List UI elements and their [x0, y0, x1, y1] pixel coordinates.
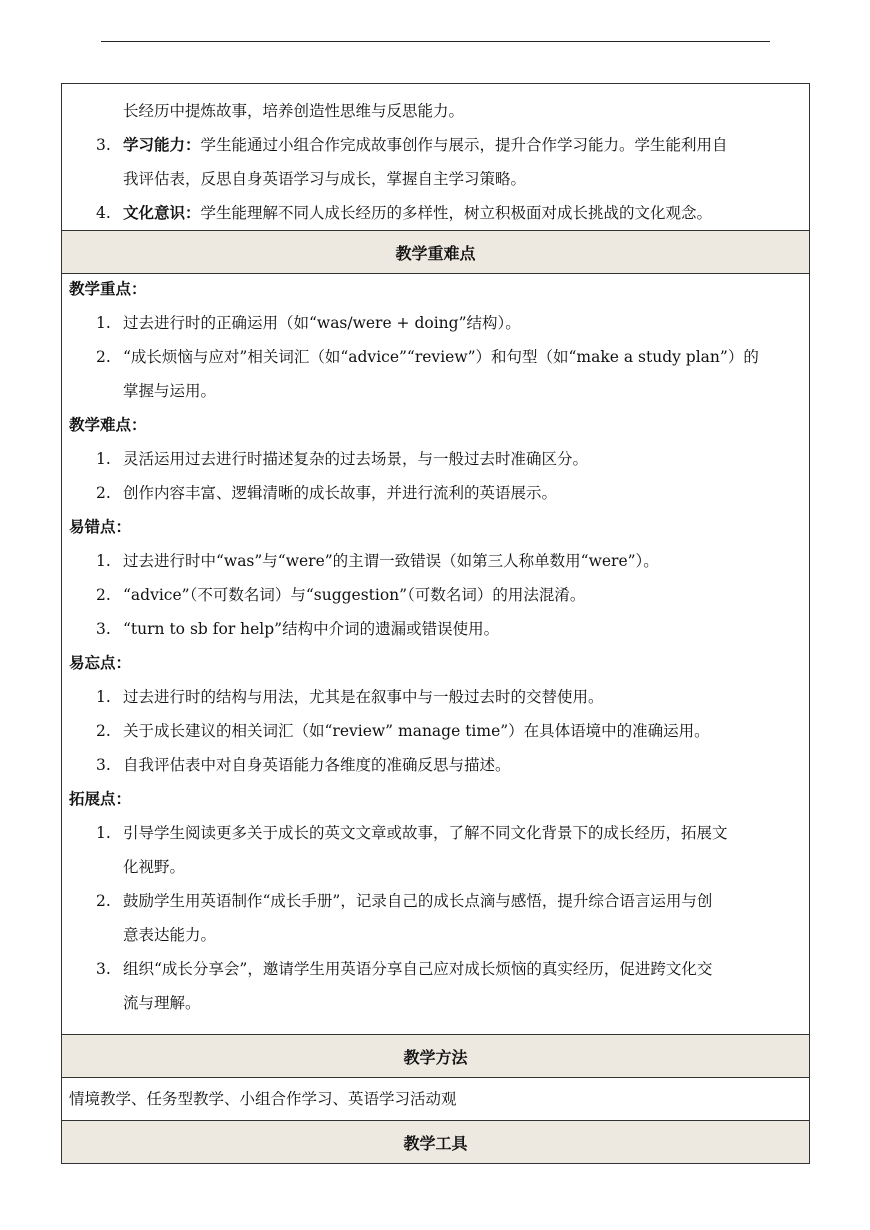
- item-number: 3.: [96, 960, 111, 978]
- section-title: 易忘点：: [69, 653, 132, 672]
- item-number: 2.: [96, 586, 111, 604]
- item-number: 1.: [96, 552, 111, 570]
- objective-item: 学习能力：学生能通过小组合作完成故事创作与展示，提升合作学习能力。学生能利用自: [123, 135, 728, 154]
- item-number: 1.: [96, 688, 111, 706]
- list-item-line2: 化视野。: [123, 858, 186, 876]
- difficulties-header: 教学重难点: [62, 231, 809, 274]
- methods-cell: [62, 1078, 809, 1121]
- objective-number: 3.: [96, 136, 111, 154]
- item-number: 1.: [96, 450, 111, 468]
- item-number: 2.: [96, 892, 111, 910]
- item-number: 2.: [96, 722, 111, 740]
- list-item: 创作内容丰富、逻辑清晰的成长故事，并进行流利的英语展示。: [123, 484, 558, 502]
- objective-item-line2: 我评估表，反思自身英语学习与成长，掌握自主学习策略。: [123, 170, 527, 188]
- section-title: 拓展点：: [69, 789, 132, 808]
- list-item-line2: 流与理解。: [123, 994, 201, 1012]
- methods-text: 情境教学、任务型教学、小组合作学习、英语学习活动观: [69, 1090, 457, 1108]
- section-title: 易错点：: [69, 517, 132, 536]
- lesson-plan-table: [61, 83, 810, 1164]
- list-item: 过去进行时中“was”与“were”的主谓一致错误（如第三人称单数用“were”）。: [123, 552, 659, 570]
- list-item: “成长烦恼与应对”相关词汇（如“advice”“review”）和句型（如“make a study plan”）的: [123, 348, 759, 366]
- difficulties-cell: [62, 274, 809, 1035]
- objective-label: 学习能力：: [123, 135, 201, 154]
- list-item: “advice”（不可数名词）与“suggestion”（可数名词）的用法混淆。: [123, 586, 586, 604]
- list-item: 组织“成长分享会”，邀请学生用英语分享自己应对成长烦恼的真实经历，促进跨文化交: [123, 960, 713, 978]
- objective-number: 4.: [96, 204, 111, 222]
- list-item: 关于成长建议的相关词汇（如“review” manage time”）在具体语境中的准确运用。: [123, 722, 710, 740]
- methods-header: 教学方法: [62, 1035, 809, 1078]
- tools-header: 教学工具: [62, 1121, 809, 1164]
- objective-item: 文化意识：学生能理解不同人成长经历的多样性，树立积极面对成长挑战的文化观念。: [123, 203, 713, 222]
- header-rule: [101, 41, 770, 42]
- section-title: 教学难点：: [69, 415, 147, 434]
- list-item: 过去进行时的结构与用法，尤其是在叙事中与一般过去时的交替使用。: [123, 688, 604, 706]
- objective-label: 文化意识：: [123, 203, 201, 222]
- objective-continuation: 长经历中提炼故事，培养创造性思维与反思能力。: [123, 102, 465, 120]
- list-item: 灵活运用过去进行时描述复杂的过去场景，与一般过去时准确区分。: [123, 450, 589, 468]
- item-number: 3.: [96, 756, 111, 774]
- list-item-line2: 掌握与运用。: [123, 382, 217, 400]
- list-item-line2: 意表达能力。: [123, 926, 217, 944]
- item-number: 1.: [96, 314, 111, 332]
- item-number: 2.: [96, 348, 111, 366]
- item-number: 2.: [96, 484, 111, 502]
- list-item: 引导学生阅读更多关于成长的英文文章或故事，了解不同文化背景下的成长经历，拓展文: [123, 824, 728, 842]
- list-item: 过去进行时的正确运用（如“was/were + doing”结构）。: [123, 314, 521, 332]
- item-number: 1.: [96, 824, 111, 842]
- list-item: “turn to sb for help”结构中介词的遗漏或错误使用。: [123, 620, 500, 638]
- objectives-cell: [62, 84, 809, 231]
- list-item: 自我评估表中对自身英语能力各维度的准确反思与描述。: [123, 756, 511, 774]
- list-item: 鼓励学生用英语制作“成长手册”，记录自己的成长点滴与感悟，提升综合语言运用与创: [123, 892, 713, 910]
- section-title: 教学重点：: [69, 279, 147, 298]
- item-number: 3.: [96, 620, 111, 638]
